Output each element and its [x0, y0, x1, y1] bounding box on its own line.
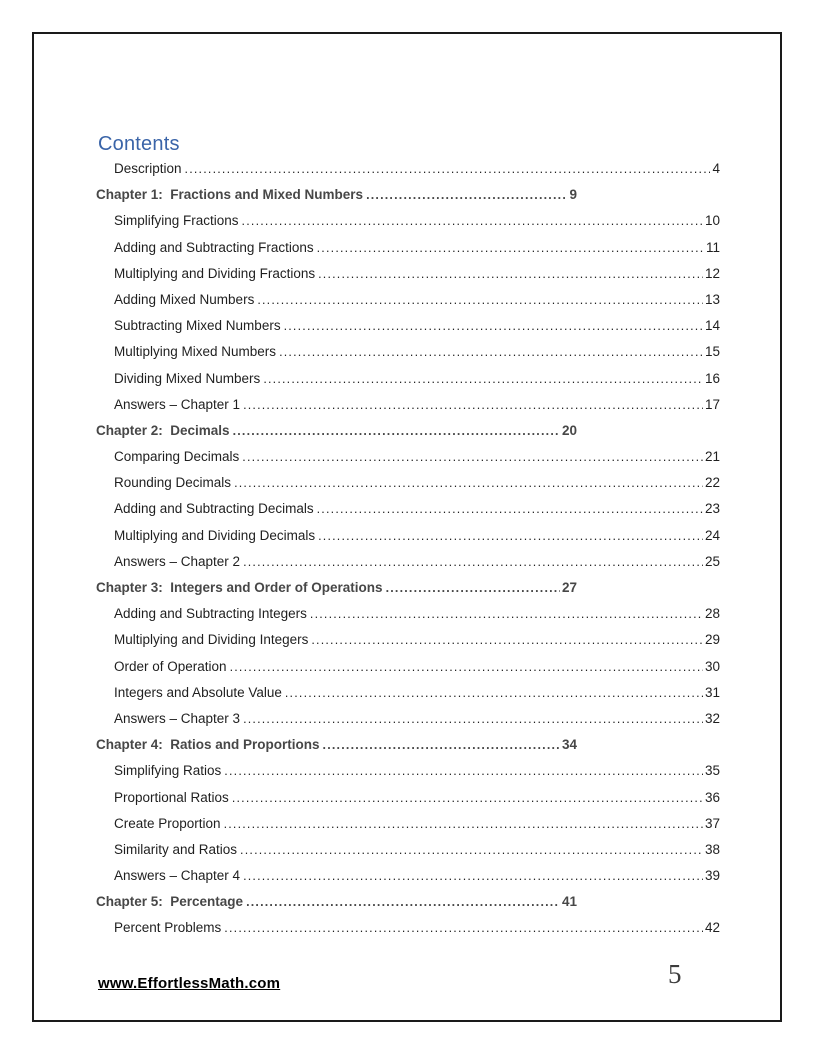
dot-leader [285, 680, 703, 706]
dot-leader [310, 601, 703, 627]
dot-leader [317, 496, 703, 522]
dot-leader [243, 549, 703, 575]
dot-leader [386, 575, 560, 601]
toc-page-number: 28 [704, 606, 720, 622]
toc-entry-label: Percent Problems [114, 920, 222, 936]
toc-chapter-entry[interactable] [96, 889, 577, 915]
toc-entry[interactable] [114, 549, 720, 575]
toc-page-number: 22 [704, 475, 720, 491]
toc-entry-label: Create Proportion [114, 815, 221, 831]
dot-leader [243, 863, 703, 889]
toc-entry-label: Dividing Mixed Numbers [114, 370, 261, 386]
dot-leader [311, 627, 703, 653]
toc-entry[interactable] [114, 470, 720, 496]
toc-entry[interactable] [114, 758, 720, 784]
toc-entry-label: Subtracting Mixed Numbers [114, 318, 281, 334]
toc-entry-label: Adding and Subtracting Fractions [114, 239, 314, 255]
toc-entry-label: Answers – Chapter 1 [114, 396, 241, 412]
toc-entry-label: Multiplying and Dividing Decimals [114, 527, 316, 543]
toc-chapter-entry[interactable] [96, 575, 577, 601]
dot-leader [284, 313, 703, 339]
toc-entry-label: Chapter 4: Ratios and Proportions [96, 737, 320, 753]
toc-entry[interactable] [114, 915, 720, 941]
toc-entry[interactable] [114, 523, 720, 549]
toc-page-number: 15 [704, 344, 720, 360]
toc-page-number: 31 [704, 684, 720, 700]
toc-entry-label: Multiplying Mixed Numbers [114, 344, 277, 360]
toc-page-number: 16 [704, 370, 720, 386]
toc-page-number: 25 [704, 553, 720, 569]
toc-entry[interactable] [114, 444, 720, 470]
toc-entry[interactable] [114, 837, 720, 863]
dot-leader [318, 261, 703, 287]
toc-entry-label: Adding Mixed Numbers [114, 291, 255, 307]
dot-leader [243, 706, 703, 732]
toc-entry[interactable] [114, 496, 720, 522]
page-border-frame [32, 32, 782, 1022]
toc-page-number: 39 [704, 868, 720, 884]
dot-leader [242, 444, 703, 470]
toc-page-number: 14 [704, 318, 720, 334]
dot-leader [257, 287, 703, 313]
toc-page-number: 21 [704, 449, 720, 465]
toc-list [96, 156, 722, 942]
toc-chapter-entry[interactable] [96, 732, 577, 758]
toc-page-number: 17 [704, 396, 720, 412]
toc-page-number: 42 [704, 920, 720, 936]
toc-entry-label: Rounding Decimals [114, 475, 232, 491]
dot-leader [242, 208, 703, 234]
dot-leader [263, 366, 703, 392]
toc-entry[interactable] [114, 654, 720, 680]
toc-page-number: 36 [704, 789, 720, 805]
dot-leader [246, 889, 560, 915]
toc-entry-label: Chapter 1: Fractions and Mixed Numbers [96, 187, 364, 203]
toc-entry-label: Adding and Subtracting Decimals [114, 501, 314, 517]
footer-website-link[interactable]: www.EffortlessMath.com [98, 975, 281, 992]
toc-page-number: 23 [704, 501, 720, 517]
toc-entry[interactable] [114, 863, 720, 889]
toc-entry[interactable] [114, 366, 720, 392]
toc-page-number: 34 [561, 737, 577, 753]
dot-leader [185, 156, 711, 182]
toc-page-number: 13 [704, 291, 720, 307]
toc-page-number: 32 [704, 710, 720, 726]
toc-entry[interactable] [114, 156, 720, 182]
toc-page-number: 30 [704, 658, 720, 674]
dot-leader [243, 392, 703, 418]
dot-leader [224, 811, 703, 837]
toc-page-number: 4 [712, 161, 720, 176]
dot-leader [366, 182, 567, 208]
toc-entry[interactable] [114, 313, 720, 339]
toc-entry-label: Comparing Decimals [114, 449, 240, 465]
toc-entry-label: Proportional Ratios [114, 789, 229, 805]
dot-leader [233, 418, 560, 444]
dot-leader [318, 523, 703, 549]
dot-leader [240, 837, 703, 863]
toc-entry-label: Chapter 5: Percentage [96, 894, 244, 910]
toc-page-number: 24 [704, 527, 720, 543]
dot-leader [230, 654, 703, 680]
toc-entry-label: Description [114, 161, 182, 176]
dot-leader [317, 235, 704, 261]
dot-leader [224, 915, 703, 941]
toc-page-number: 9 [569, 187, 577, 203]
dot-leader [279, 339, 703, 365]
toc-page-number: 11 [705, 239, 720, 255]
toc-entry[interactable] [114, 811, 720, 837]
toc-entry-label: Order of Operation [114, 658, 227, 674]
toc-entry-label: Integers and Absolute Value [114, 684, 282, 700]
toc-entry-label: Multiplying and Dividing Fractions [114, 265, 316, 281]
toc-entry-label: Chapter 3: Integers and Order of Operations [96, 580, 383, 595]
toc-entry[interactable] [114, 208, 720, 234]
toc-page-number: 41 [561, 894, 577, 910]
toc-entry[interactable] [114, 785, 720, 811]
toc-page-number: 20 [561, 422, 577, 438]
toc-entry-label: Answers – Chapter 2 [114, 553, 241, 569]
toc-entry-label: Similarity and Ratios [114, 841, 238, 857]
toc-title: Contents [98, 133, 180, 155]
toc-page-number: 10 [704, 213, 720, 229]
toc-chapter-entry[interactable] [96, 182, 577, 208]
toc-entry-label: Answers – Chapter 4 [114, 868, 241, 884]
toc-entry[interactable] [114, 601, 720, 627]
toc-entry-label: Multiplying and Dividing Integers [114, 632, 309, 648]
toc-page-number: 29 [704, 632, 720, 648]
dot-leader [234, 470, 703, 496]
toc-entry[interactable] [114, 261, 720, 287]
toc-page-number: 12 [704, 265, 720, 281]
dot-leader [224, 758, 703, 784]
toc-entry[interactable] [114, 235, 720, 261]
toc-entry[interactable] [114, 392, 720, 418]
toc-entry-label: Simplifying Ratios [114, 763, 222, 779]
toc-page-number: 37 [704, 815, 720, 831]
toc-page-number: 38 [704, 841, 720, 857]
toc-entry[interactable] [114, 339, 720, 365]
toc-entry[interactable] [114, 627, 720, 653]
toc-entry-label: Answers – Chapter 3 [114, 710, 241, 726]
toc-chapter-entry[interactable] [96, 418, 577, 444]
dot-leader [232, 785, 703, 811]
dot-leader [323, 732, 560, 758]
toc-page-number: 35 [704, 763, 720, 779]
toc-entry-label: Adding and Subtracting Integers [114, 606, 307, 622]
toc-entry-label: Chapter 2: Decimals [96, 422, 230, 438]
toc-entry-label: Simplifying Fractions [114, 213, 239, 229]
toc-page-number: 27 [561, 580, 577, 595]
toc-entry[interactable] [114, 680, 720, 706]
toc-entry[interactable] [114, 287, 720, 313]
toc-entry[interactable] [114, 706, 720, 732]
page-number: 5 [668, 959, 682, 989]
